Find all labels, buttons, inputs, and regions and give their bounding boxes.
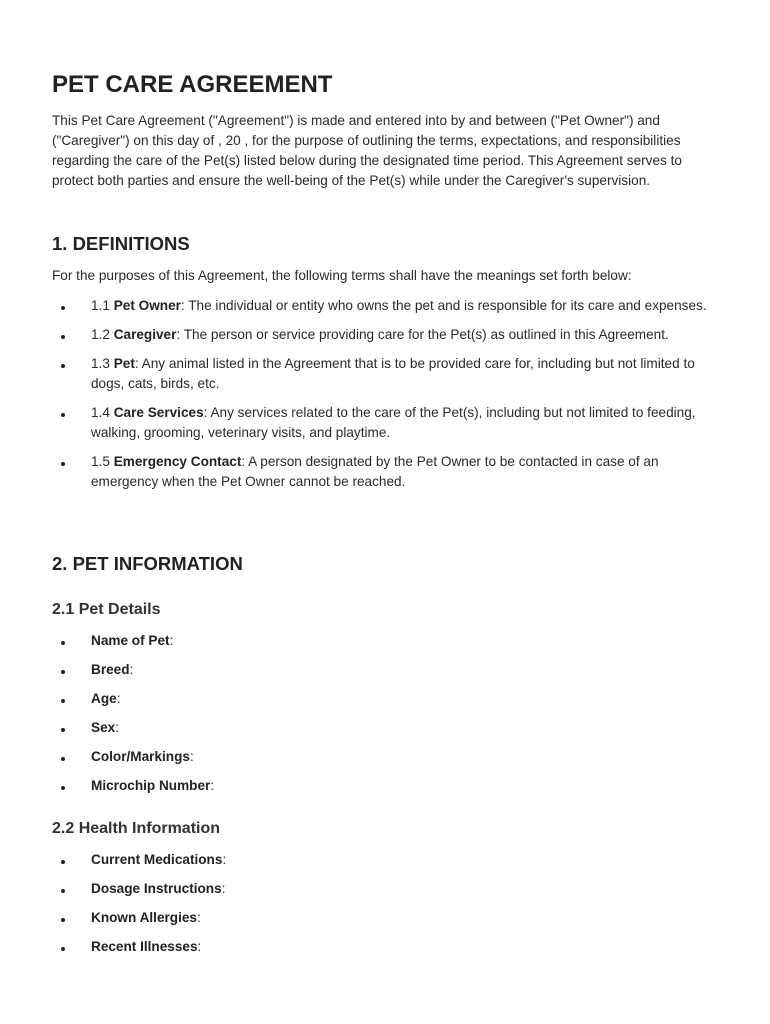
pet-details-list bbox=[52, 631, 722, 805]
field-colon: : bbox=[115, 720, 119, 735]
definition-text: : Any animal listed in the Agreement that is to be provided care for, including but not limited to dogs, cats, birds, etc. bbox=[91, 356, 695, 391]
field-colon: : bbox=[210, 778, 215, 793]
field-label: Name of Pet bbox=[91, 633, 170, 648]
section-heading-pet-information: 2. PET INFORMATION bbox=[52, 553, 243, 574]
definition-number: 1.1 bbox=[91, 298, 114, 313]
field-label: Age bbox=[91, 691, 117, 706]
definition-item bbox=[52, 325, 722, 345]
field-colon: : bbox=[197, 939, 202, 954]
definition-term: Pet bbox=[113, 356, 135, 371]
field-label: Microchip Number bbox=[91, 778, 211, 793]
field-label: Known Allergies bbox=[91, 910, 197, 925]
section-heading-definitions: 1. DEFINITIONS bbox=[52, 233, 190, 254]
field-label: Color/Markings bbox=[91, 749, 190, 764]
field-item bbox=[52, 718, 722, 738]
definition-item bbox=[52, 354, 722, 394]
field-colon: : bbox=[169, 633, 174, 648]
definition-number: 1.4 bbox=[91, 405, 114, 420]
field-colon: : bbox=[129, 662, 134, 677]
field-item bbox=[52, 908, 722, 928]
field-label: Breed bbox=[91, 662, 130, 677]
field-colon: : bbox=[197, 910, 201, 925]
definition-text: : The individual or entity who owns the pet and is responsible for its care and expenses. bbox=[180, 298, 707, 313]
definition-item bbox=[52, 296, 722, 316]
definition-term: Pet Owner bbox=[113, 298, 181, 313]
field-colon: : bbox=[222, 852, 227, 867]
definitions-lead: For the purposes of this Agreement, the following terms shall have the meanings set forth below: bbox=[52, 268, 632, 283]
health-info-list bbox=[52, 850, 722, 966]
field-label: Sex bbox=[91, 720, 116, 735]
definition-text: : Any services related to the care of the Pet(s), including but not limited to feeding, walking, grooming, veterinary visits, and playtime. bbox=[91, 405, 696, 440]
definition-text: : The person or service providing care for the Pet(s) as outlined in this Agreement. bbox=[176, 327, 669, 342]
field-item bbox=[52, 631, 722, 651]
field-label: Recent Illnesses bbox=[91, 939, 198, 954]
field-item bbox=[52, 660, 722, 680]
field-colon: : bbox=[189, 749, 194, 764]
definition-text: : A person designated by the Pet Owner to be contacted in case of an emergency when the Pet Owner cannot be reached. bbox=[91, 454, 659, 489]
field-item bbox=[52, 689, 722, 709]
field-item bbox=[52, 850, 722, 870]
definition-number: 1.5 bbox=[91, 454, 114, 469]
intro-paragraph: This Pet Care Agreement ("Agreement") is made and entered into by and between ("Pet Owner") and ("Caregiver") on this day of , 20 , for the purpose of outlining the terms, expectations, and responsibilities regarding the care of the Pet(s) listed below during the designated time period. This Agreement serves to protect both parties and ensure the well-being of the Pet(s) while under the Caregiver's supervision. bbox=[52, 113, 682, 188]
field-item bbox=[52, 776, 722, 796]
subsection-heading-pet-details: 2.1 Pet Details bbox=[52, 601, 161, 618]
field-colon: : bbox=[116, 691, 121, 706]
field-colon: : bbox=[221, 881, 226, 896]
definition-number: 1.3 bbox=[91, 356, 114, 371]
definition-term: Care Services bbox=[113, 405, 204, 420]
definition-term: Emergency Contact bbox=[113, 454, 242, 469]
subsection-heading-health-information: 2.2 Health Information bbox=[52, 820, 221, 837]
field-item bbox=[52, 747, 722, 767]
field-label: Current Medications bbox=[91, 852, 223, 867]
field-item bbox=[52, 937, 722, 957]
field-label: Dosage Instructions bbox=[91, 881, 222, 896]
definition-term: Caregiver bbox=[113, 327, 177, 342]
definition-item bbox=[52, 452, 722, 492]
definition-item bbox=[52, 403, 722, 443]
definitions-list bbox=[52, 296, 722, 501]
document-title: PET CARE AGREEMENT bbox=[52, 71, 333, 98]
definition-number: 1.2 bbox=[91, 327, 114, 342]
field-item bbox=[52, 879, 722, 899]
